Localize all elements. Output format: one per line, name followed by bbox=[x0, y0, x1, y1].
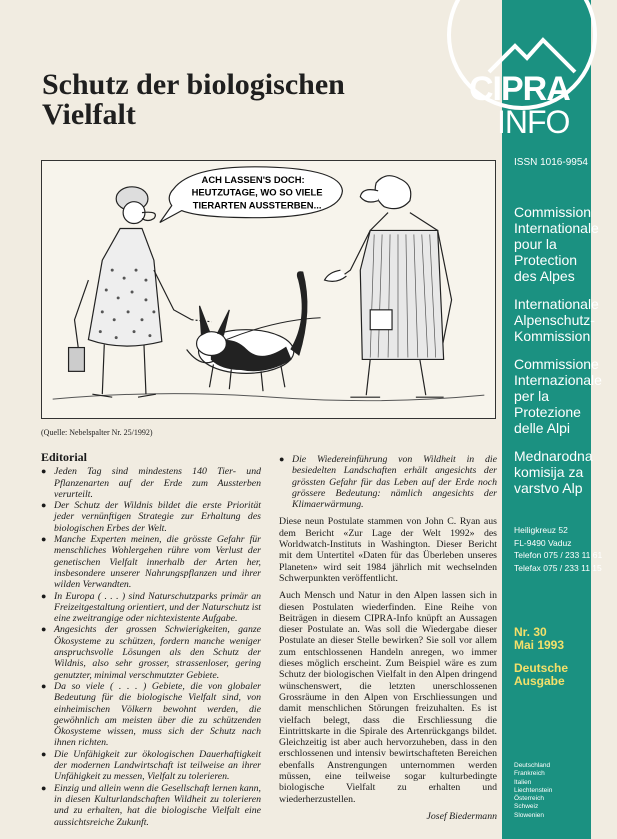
issn-number: ISSN 1016-9954 bbox=[514, 157, 588, 168]
name-german bbox=[514, 296, 602, 344]
editorial-left-column bbox=[41, 452, 261, 828]
postulate-item: ● Die Wiedereinführung von Wildheit in die besiedelten Landschaften erhält angesichts der grössten Gefahr für das Leben auf der Erde noch grössere Bedeutung: nämlich angesichts der Klimaerwärmung. bbox=[279, 454, 497, 510]
title-line-1: Schutz der biologischen bbox=[42, 68, 345, 101]
postulate-item: ● Angesichts der grossen Schwierigkeiten, ganze Ökosysteme zu schützen, fordern manche weniger anspruchsvolle Lösungen als den Schutz der Wildnis, also sehr grosser, strassenloser, gering genutzter, minimal verschmutzter Gebiete. bbox=[41, 624, 261, 680]
logo-text-bottom: INFO bbox=[497, 104, 570, 140]
organisation-names bbox=[514, 204, 602, 508]
name-line: komisija za bbox=[514, 464, 584, 480]
name-line: Internationale bbox=[514, 296, 599, 312]
editorial-heading: Editorial bbox=[41, 450, 88, 464]
name-line: varstvo Alp bbox=[514, 480, 583, 496]
contact-address bbox=[514, 524, 602, 574]
title-line-2: Vielfalt bbox=[42, 98, 136, 131]
name-line: Internationale bbox=[514, 220, 599, 236]
cartoon-source: (Quelle: Nebelspalter Nr. 25/1992) bbox=[41, 428, 153, 437]
author-signature: Josef Biedermann bbox=[426, 810, 497, 822]
name-line: Internazionale bbox=[514, 372, 602, 388]
name-line: Commissione bbox=[514, 356, 599, 372]
cartoon-illustration bbox=[41, 160, 496, 419]
name-slovenian bbox=[514, 448, 602, 496]
name-line: Protezione bbox=[514, 404, 581, 420]
logo-text-top: CIPRA bbox=[469, 70, 570, 108]
postulate-list-continued bbox=[279, 454, 497, 510]
name-line: per la bbox=[514, 388, 550, 404]
country-item: Italien bbox=[514, 778, 532, 786]
country-item: Österreich bbox=[514, 795, 544, 803]
speech-line-1: ACH LASSEN'S DOCH: bbox=[201, 173, 305, 185]
address-line: Heiligkreuz 52 bbox=[514, 525, 568, 535]
cipra-logo bbox=[447, 0, 617, 140]
postulate-list bbox=[41, 466, 261, 828]
paragraph-source: Diese neun Postulate stammen von John C. Ryan aus dem Bericht «Zur Lage der Welt 1992» des Worldwatch-Instituts in Washington. Dieser Bericht mit dem Untertitel «Daten für das Überleben unseres Planeten» wird seit 1984 jährlich mit wechselnden Schwerpunkten veröffentlicht. bbox=[279, 516, 497, 584]
country-item: Deutschland bbox=[514, 762, 551, 769]
name-line: Commission bbox=[514, 204, 592, 220]
fax-line: Telefax 075 / 233 11 15 bbox=[514, 562, 602, 573]
issue-number: Nr. 30 bbox=[514, 625, 547, 639]
cartoon-drawing bbox=[42, 161, 495, 418]
postulate-item: ● In Europa ( . . . ) sind Naturschutzparks primär an Freizeitgestaltung orientiert, und der Naturschutz ist eine zweitrangige oder nichtexistente Aufgabe. bbox=[41, 591, 261, 625]
postulate-item: ● Die Unfähigkeit zur ökologischen Dauerhaftigkeit der modernen Landwirtschaft ist teilweise an ihrer Unfähigkeit zu messen, Vielfalt zu tolerieren. bbox=[41, 749, 261, 783]
mountain-icon bbox=[487, 38, 577, 74]
postulate-item: ● Manche Experten meinen, die grösste Gefahr für menschliches Wohlergehen rühre vom Verlust der genetischen Vielfalt innerhalb der Arten her, insbesondere unserer Nahrungspflanzen und ihrer wilden Verwandten. bbox=[41, 534, 261, 590]
phone-line: Telefon 075 / 233 11 61 bbox=[514, 550, 603, 560]
edition-label bbox=[514, 662, 568, 687]
name-line: Protection bbox=[514, 252, 578, 268]
postulate-item: ● Einzig und allein wenn die Gesellschaft lernen kann, in diesen Kulturlandschaften Wildheit zu tolerieren und zu erhalten, hat die biologische Vielfalt eine aussichtsreiche Zukunft. bbox=[41, 783, 261, 828]
postulate-item: ● Jeden Tag sind mindestens 140 Tier- und Pflanzenarten auf der Erde zum Aussterben verurteilt. bbox=[41, 466, 261, 500]
country-item: Frankreich bbox=[514, 770, 545, 778]
speech-line-3: TIERARTEN AUSSTERBEN... bbox=[192, 199, 322, 211]
edition-line: Ausgabe bbox=[514, 673, 565, 688]
editorial-right-column bbox=[279, 454, 497, 822]
name-line: pour la bbox=[514, 236, 557, 252]
article-title bbox=[42, 70, 345, 130]
name-line: Mednarodna bbox=[514, 448, 593, 464]
issue-info bbox=[514, 626, 564, 651]
speech-line-2: HEUTZUTAGE, WO SO VIELE bbox=[191, 186, 323, 198]
issue-date: Mai 1993 bbox=[514, 637, 565, 652]
address-line: FL-9490 Vaduz bbox=[514, 537, 572, 548]
name-line: des Alpes bbox=[514, 268, 575, 284]
name-line: Alpenschutz- bbox=[514, 312, 595, 328]
name-line: delle Alpi bbox=[514, 420, 571, 436]
name-italian bbox=[514, 356, 602, 436]
member-countries bbox=[514, 762, 552, 820]
sidebar bbox=[469, 0, 603, 839]
country-item: Schweiz bbox=[514, 803, 539, 811]
country-item: Slowenien bbox=[514, 811, 544, 819]
name-line: Kommission bbox=[514, 328, 591, 344]
country-item: Liechtenstein bbox=[514, 786, 553, 794]
name-french bbox=[514, 204, 602, 284]
paragraph-alps: Auch Mensch und Natur in den Alpen lassen sich in diesen Postulaten wiederfinden. Eine Reihe von Beiträgen in diesem CIPRA-Info knüpft an Aussagen dieser Postulate an. Was soll die Wiedergabe dieser Postulate an dieser Stelle bewirken? Sie soll vor allem zum entschlossenen Handeln anregen, wo immer dieses möglich erscheint. Zum Beispiel wäre es zum Schutz der biologischen Vielfalt in den Alpen dringend wünschenswert, die letzten unerschlossenen Grossräume in den Alpen von Erschliessungen und damit menschlichen Störungen freizuhalten. Es ist vielfach belegt, dass die Erschliessung die Eintrittskarte in die Spirale des Artenrückgangs bildet. Gleichzeitig ist aber auch hervorzuheben, dass in den erschlossenen und intensiv bewirtschafteten Bereichen ebenfalls Anstrengungen unternommen werden müssen, eine teilweise sogar kulturbedingte biologische Vielfalt zu erhalten und wiederherzustellen. bbox=[279, 590, 497, 805]
postulate-item: ● Der Schutz der Wildnis bildet die erste Priorität jeder vernünftigen Strategie zur Erhaltung des biologischen Erbes der Welt. bbox=[41, 500, 261, 534]
postulate-item: ● Da so viele ( . . . ) Gebiete, die von globaler Bedeutung für die biologische Vielfalt sind, von einheimischen Völkern bewohnt werden, die gewöhnlich am meisten über die zu schützenden Ökosysteme wissen, muss sich der Schutz nach ihnen richten. bbox=[41, 681, 261, 749]
edition-line: Deutsche bbox=[514, 661, 569, 675]
